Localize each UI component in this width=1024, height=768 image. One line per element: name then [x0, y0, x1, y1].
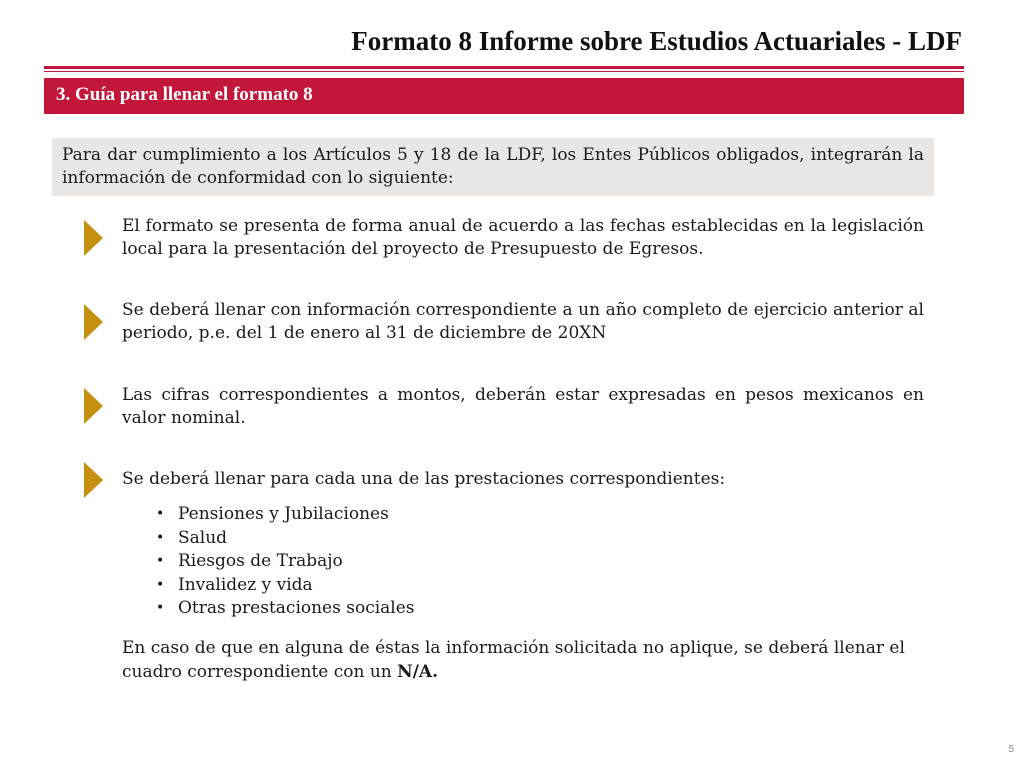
closing-emphasis: N/A.	[397, 662, 439, 682]
page-title: Formato 8 Informe sobre Estudios Actuariales - LDF	[351, 26, 962, 56]
benefits-list	[156, 503, 415, 621]
list-item	[156, 597, 415, 621]
bullet-dot-icon: •	[156, 529, 165, 546]
list-item	[156, 550, 415, 574]
list-item	[156, 503, 415, 527]
intro-box: Para dar cumplimiento a los Artículos 5 y 18 de la LDF, los Entes Públicos obligados, integrarán la información de conformidad con lo siguiente:	[52, 138, 934, 196]
point-paragraph: Las cifras correspondientes a montos, deberán estar expresadas en pesos mexicanos en valor nominal.	[122, 385, 924, 428]
section-header-bar	[44, 78, 964, 114]
bullet-dot-icon: •	[156, 576, 165, 593]
bullet-dot-icon: •	[156, 506, 165, 522]
closing-text: En caso de que en alguna de éstas la información solicitada no aplique, se deberá llenar el cuadro correspondiente con un	[122, 638, 905, 682]
list-item-label: Otras prestaciones sociales	[178, 598, 415, 618]
list-item	[156, 574, 415, 598]
list-item-label: Salud	[178, 527, 228, 548]
bullet-dot-icon: •	[156, 553, 165, 569]
list-item-label: Pensiones y Jubilaciones	[178, 504, 389, 524]
bullet-dot-icon: •	[156, 600, 165, 616]
list-item	[156, 527, 415, 551]
arrow-bullet-icon	[84, 388, 103, 424]
list-item-label: Invalidez y vida	[178, 574, 313, 595]
arrow-bullet-icon	[84, 220, 103, 256]
point-paragraph: Se deberá llenar con información correspondiente a un año completo de ejercicio anterior al periodo, p.e. del 1 de enero al 31 de diciembre de 20XN	[122, 300, 924, 343]
section-heading: 3. Guía para llenar el formato 8	[56, 84, 313, 105]
arrow-bullet-icon	[84, 304, 103, 340]
arrow-bullet-icon	[84, 462, 103, 498]
closing-note	[122, 636, 924, 684]
title-rule-thick	[44, 66, 964, 69]
title-rule-thin	[44, 71, 964, 72]
point-paragraph: Se deberá llenar para cada una de las prestaciones correspondientes:	[122, 469, 726, 489]
point-paragraph: El formato se presenta de forma anual de acuerdo a las fechas establecidas en la legislación local para la presentación del proyecto de Presupuesto de Egresos.	[122, 216, 924, 259]
page-number: 5	[1008, 744, 1014, 755]
list-item-label: Riesgos de Trabajo	[178, 551, 343, 571]
